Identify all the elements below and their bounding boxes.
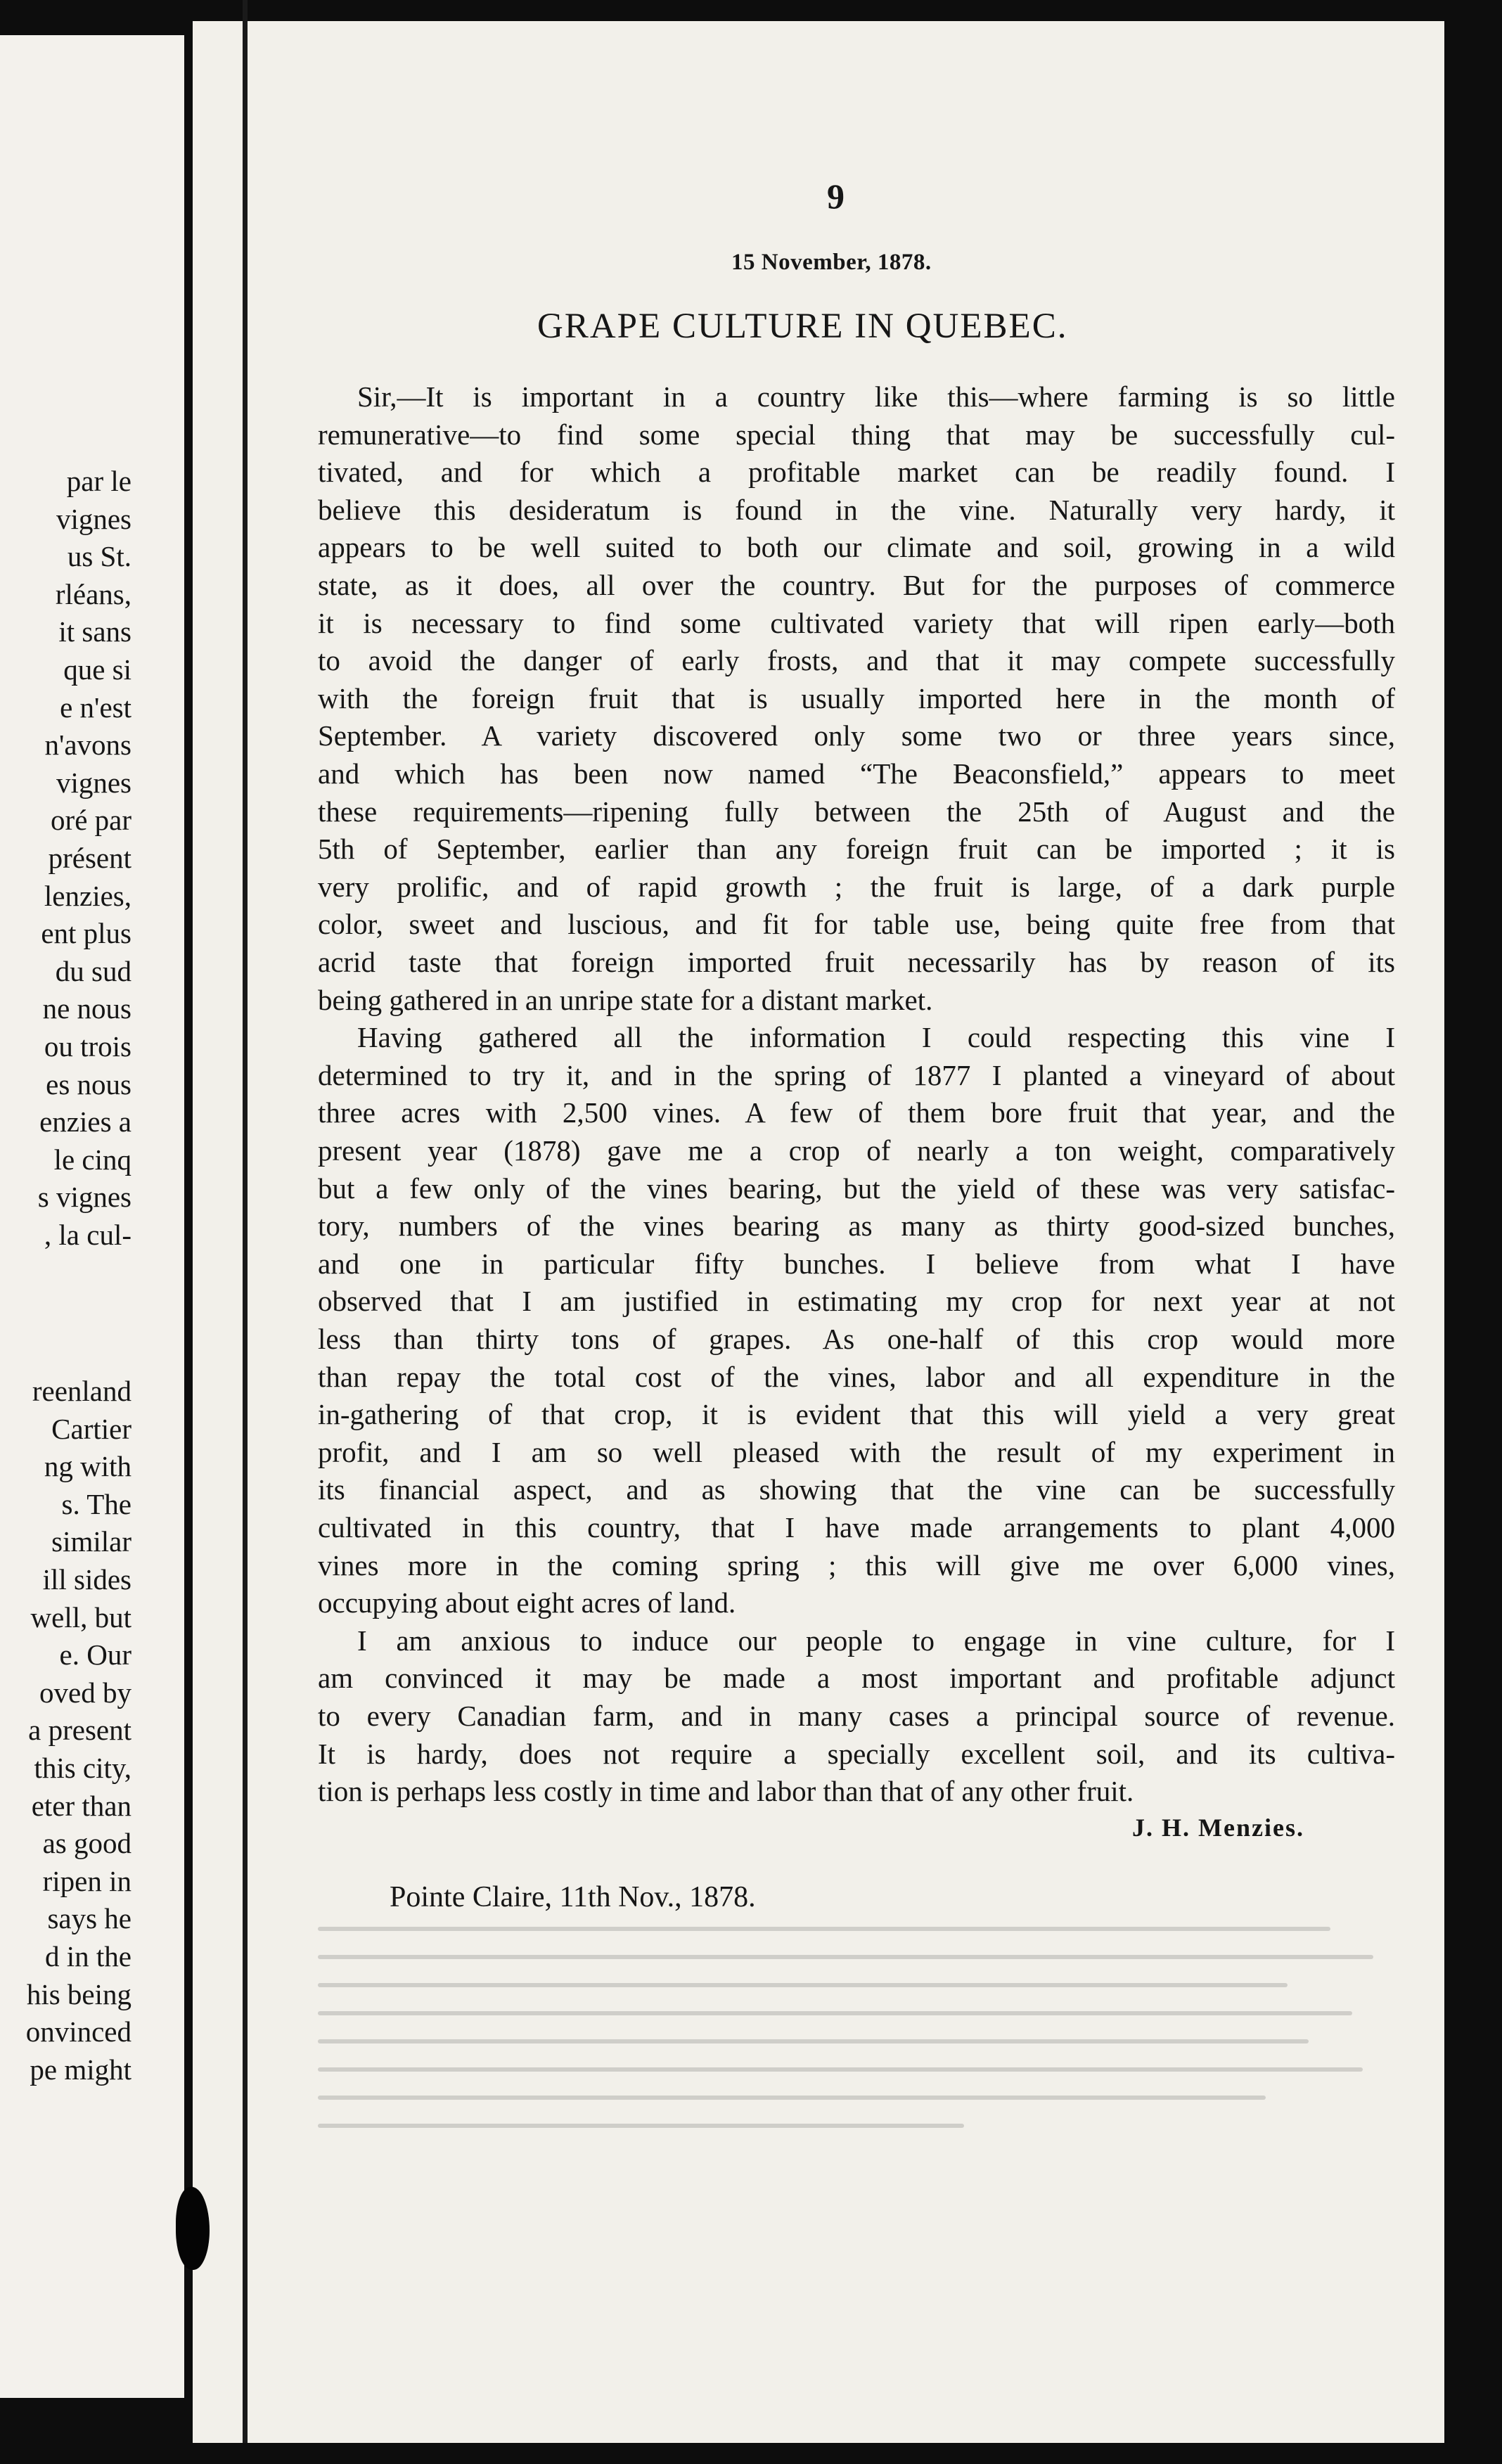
facing-page-text-lower: [26, 1373, 131, 2088]
facing-page-line: d in the: [45, 1939, 131, 1972]
signature: J. H. Menzies.: [1132, 1814, 1304, 1842]
text-line: three acres with 2,500 vines. A few of them bore fruit that year, and the: [318, 1096, 1395, 1129]
text-line: cultivated in this country, that I have made arrangements to plant 4,000: [318, 1511, 1395, 1544]
text-line: and one in particular fifty bunches. I believe from what I have: [318, 1247, 1395, 1280]
text-line: tion is perhaps less costly in time and labor than that of any other fruit.: [318, 1775, 1134, 1808]
facing-page-line: oré par: [51, 804, 131, 837]
scan-border: [1444, 0, 1502, 2464]
facing-page-line: ne nous: [42, 992, 131, 1025]
text-line: acrid taste that foreign imported fruit necessarily has by reason of its: [318, 946, 1395, 978]
facing-page-line: du sud: [55, 954, 131, 987]
bleed-through-text: [318, 1927, 1395, 2145]
text-line: less than thirty tons of grapes. As one-half of this crop would more: [318, 1323, 1395, 1355]
facing-page-line: pe might: [30, 2053, 131, 2086]
text-line: tivated, and for which a profitable market can be readily found. I: [318, 456, 1395, 489]
facing-page-line: reenland: [32, 1375, 131, 1407]
text-line: appears to be well suited to both our climate and soil, growing in a wild: [318, 531, 1395, 564]
facing-page-line: le cinq: [53, 1143, 131, 1176]
text-line: observed that I am justified in estimating my crop for next year at not: [318, 1285, 1395, 1318]
ink-blot: [176, 2187, 210, 2270]
binding-rule: [243, 0, 248, 2443]
text-line: its financial aspect, and as showing that the vine can be successfully: [318, 1473, 1395, 1506]
text-line: remunerative—to find some special thing that may be successfully cul-: [318, 418, 1395, 451]
facing-page-line: ou trois: [44, 1029, 131, 1063]
facing-page-line: présent: [48, 841, 131, 874]
facing-page-line: as good: [42, 1827, 131, 1860]
text-line: color, sweet and luscious, and fit for table use, being quite free from that: [318, 908, 1395, 941]
facing-page-line: ripen in: [42, 1864, 131, 1897]
text-line: to every Canadian farm, and in many cases a principal source of revenue.: [318, 1700, 1395, 1732]
facing-page-line: eter than: [31, 1789, 131, 1822]
facing-page-line: rléans,: [55, 577, 131, 610]
text-line: It is hardy, does not require a specially excellent soil, and its cultiva-: [318, 1737, 1395, 1770]
facing-page-line: e. Our: [59, 1638, 131, 1671]
text-line: 5th of September, earlier than any foreign fruit can be imported ; it is: [318, 833, 1395, 866]
text-line: Sir,—It is important in a country like this—where farming is so little: [357, 380, 1395, 413]
text-line: state, as it does, all over the country. But for the purposes of commerce: [318, 569, 1395, 601]
facing-page-line: ng with: [44, 1450, 131, 1483]
text-line: September. A variety discovered only some two or three years since,: [318, 719, 1395, 752]
facing-page-line: que si: [63, 653, 131, 686]
facing-page-line: a present: [28, 1714, 131, 1747]
text-line: present year (1878) gave me a crop of nearly a ton weight, comparatively: [318, 1134, 1395, 1167]
text-line: I am anxious to induce our people to engage in vine culture, for I: [357, 1624, 1395, 1657]
facing-page-line: says he: [47, 1902, 131, 1935]
place-date: Pointe Claire, 11th Nov., 1878.: [390, 1881, 756, 1913]
text-line: tory, numbers of the vines bearing as many as thirty good-sized bunches,: [318, 1209, 1395, 1243]
facing-page-line: Cartier: [51, 1412, 131, 1445]
text-line: believe this desideratum is found in the vine. Naturally very hardy, it: [318, 493, 1395, 526]
facing-page-line: it sans: [58, 615, 131, 648]
facing-page-line: his being: [26, 1977, 131, 2010]
dateline: 15 November, 1878.: [731, 250, 932, 275]
facing-page-line: ill sides: [42, 1563, 131, 1596]
text-line: with the foreign fruit that is usually imported here in the month of: [318, 681, 1395, 714]
facing-page-line: s. The: [61, 1487, 131, 1520]
text-line: vines more in the coming spring ; this will give me over 6,000 vines,: [318, 1548, 1395, 1581]
text-line: profit, and I am so well pleased with the result of my experiment in: [318, 1435, 1395, 1468]
page-number: 9: [827, 177, 845, 216]
text-line: being gathered in an unripe state for a distant market.: [318, 983, 933, 1016]
text-line: it is necessary to find some cultivated variety that will ripen early—both: [318, 606, 1395, 639]
facing-page-line: par le: [66, 465, 131, 497]
facing-page-text-upper: [38, 463, 131, 1254]
facing-page-line: ent plus: [41, 917, 131, 950]
facing-page-line: vignes: [56, 766, 131, 799]
facing-page-line: this city,: [34, 1751, 131, 1784]
text-line: but a few only of the vines bearing, but the yield of these was very satisfac-: [318, 1172, 1395, 1205]
facing-page-line: enzies a: [39, 1105, 131, 1138]
page-gutter: [184, 0, 193, 2464]
text-line: determined to try it, and in the spring of 1877 I planted a vineyard of about: [318, 1058, 1395, 1091]
facing-page-line: vignes: [56, 502, 131, 535]
text-line: than repay the total cost of the vines, labor and all expenditure in the: [318, 1360, 1395, 1393]
facing-page-line: us St.: [67, 540, 131, 573]
text-line: occupying about eight acres of land.: [318, 1586, 736, 1619]
facing-page-line: onvinced: [25, 2015, 131, 2048]
text-line: am convinced it may be made a most important and profitable adjunct: [318, 1662, 1395, 1695]
facing-page: [0, 35, 184, 2398]
facing-page-line: oved by: [39, 1676, 131, 1709]
text-line: to avoid the danger of early frosts, and that it may compete successfully: [318, 644, 1395, 677]
facing-page-line: , la cul-: [44, 1218, 131, 1251]
facing-page-line: e n'est: [60, 691, 131, 724]
facing-page-line: es nous: [46, 1067, 131, 1101]
facing-page-line: lenzies,: [44, 879, 131, 912]
text-line: very prolific, and of rapid growth ; the fruit is large, of a dark purple: [318, 870, 1395, 903]
text-line: these requirements—ripening fully between the 25th of August and the: [318, 795, 1395, 828]
facing-page-line: similar: [51, 1525, 131, 1558]
text-line: and which has been now named “The Beaconsfield,” appears to meet: [318, 757, 1395, 790]
text-line: in-gathering of that crop, it is evident that this will yield a very great: [318, 1398, 1395, 1431]
facing-page-line: well, but: [30, 1600, 131, 1634]
facing-page-line: n'avons: [44, 729, 131, 762]
facing-page-line: s vignes: [37, 1181, 131, 1214]
text-line: Having gathered all the information I could respecting this vine I: [357, 1021, 1395, 1054]
article-title: GRAPE CULTURE IN QUEBEC.: [537, 307, 1068, 346]
